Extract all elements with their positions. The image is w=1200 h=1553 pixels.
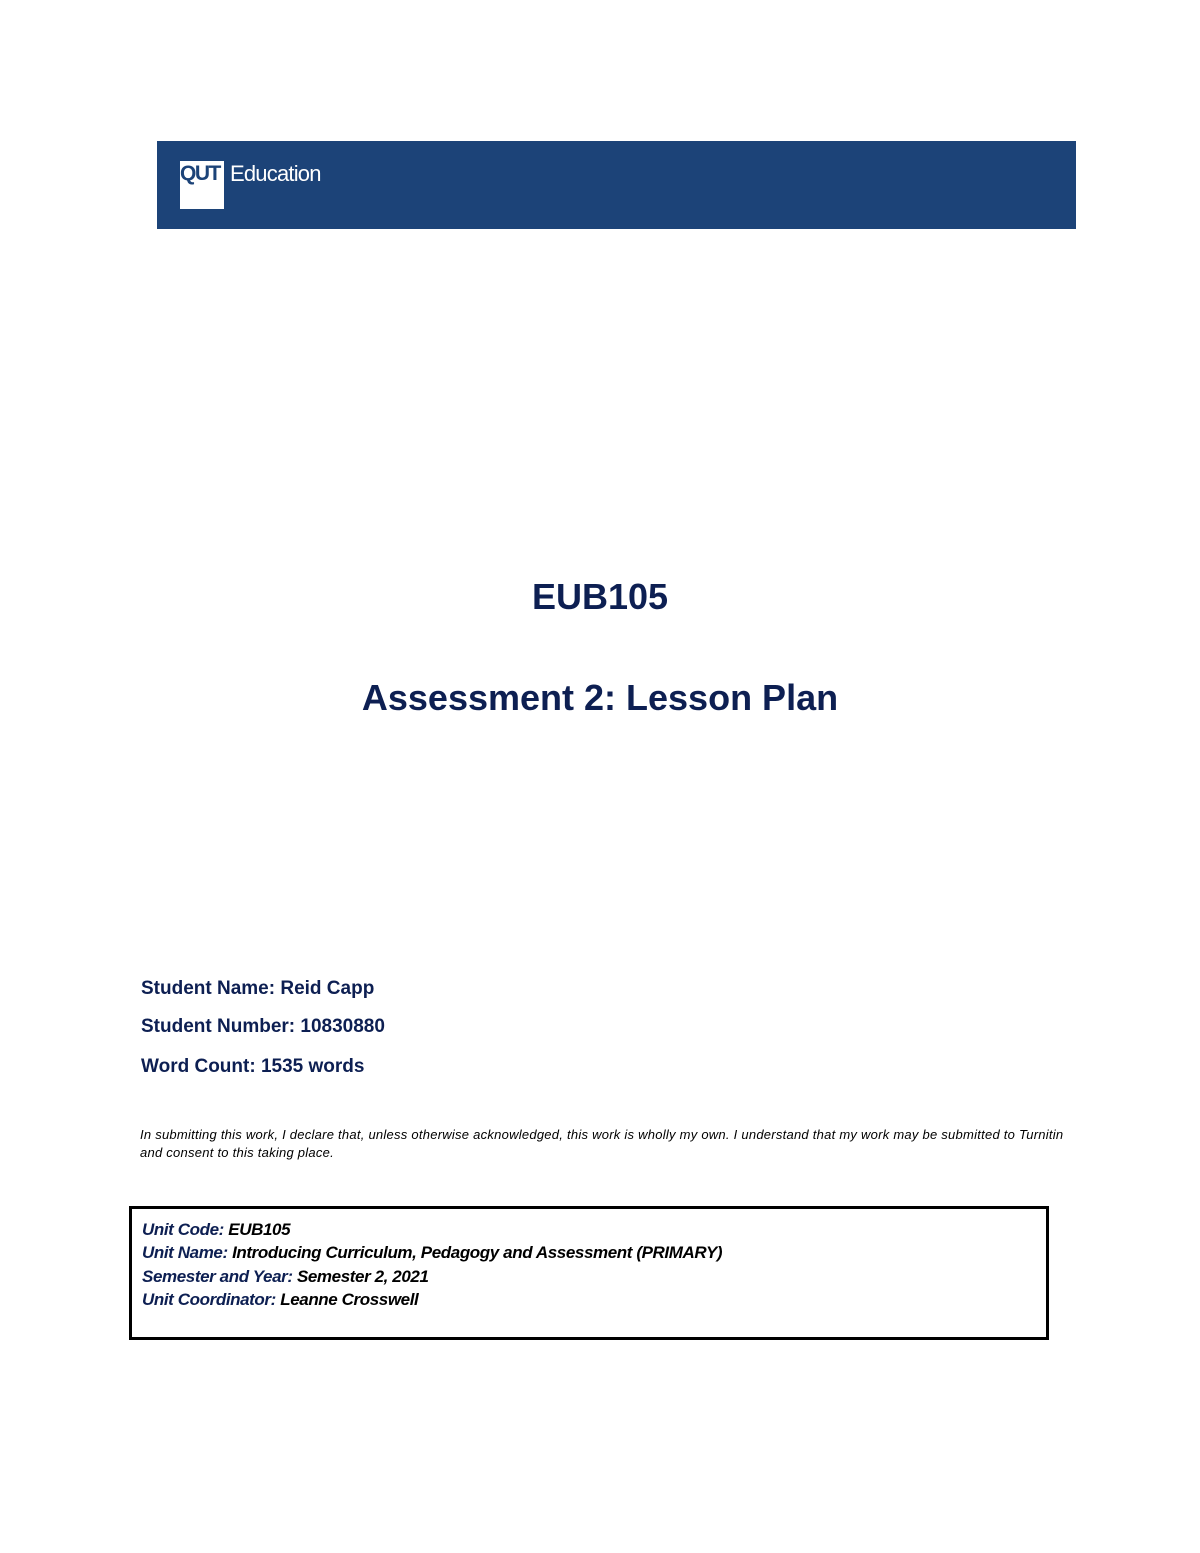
- student-number-label: Student Number:: [141, 1016, 296, 1037]
- semester-label: Semester and Year:: [142, 1267, 293, 1286]
- unit-code-line: [142, 1219, 290, 1241]
- qut-logo-box: [180, 161, 224, 209]
- student-name-line: [141, 977, 374, 1001]
- semester-value: Semester 2, 2021: [296, 1267, 429, 1286]
- unit-info-box: [129, 1206, 1049, 1340]
- coordinator-label: Unit Coordinator:: [142, 1290, 276, 1309]
- unit-name-value: Introducing Curriculum, Pedagogy and Assessment (PRIMARY): [232, 1243, 723, 1262]
- logo-suffix: Education: [230, 161, 321, 186]
- assessment-title: Assessment 2: Lesson Plan: [361, 677, 839, 718]
- unit-name-label: Unit Name:: [142, 1243, 228, 1262]
- student-name-label: Student Name:: [141, 978, 276, 999]
- unit-code-label: Unit Code:: [142, 1220, 224, 1239]
- student-number-value: 10830880: [300, 1016, 385, 1037]
- word-count-label: Word Count:: [141, 1056, 256, 1077]
- word-count-value: 1535 words: [260, 1056, 365, 1077]
- declaration-text: In submitting this work, I declare that, unless otherwise acknowledged, this work is wholly my own. I understand that my work may be submitted to Turnitin and consent to this taking place.: [140, 1127, 1064, 1160]
- unit-name-line: [142, 1242, 722, 1264]
- qut-logo-mark: QUT: [180, 162, 220, 185]
- unit-code-value: EUB105: [228, 1220, 291, 1239]
- student-name-value: Reid Capp: [280, 978, 375, 999]
- coordinator-line: [142, 1289, 418, 1311]
- student-number-line: [141, 1015, 385, 1039]
- header-banner: [157, 141, 1076, 229]
- word-count-line: [141, 1055, 364, 1079]
- coordinator-value: Leanne Crosswell: [280, 1290, 419, 1309]
- qut-education-logo: [180, 161, 321, 209]
- course-code-heading: EUB105: [531, 576, 669, 617]
- semester-line: [142, 1266, 429, 1288]
